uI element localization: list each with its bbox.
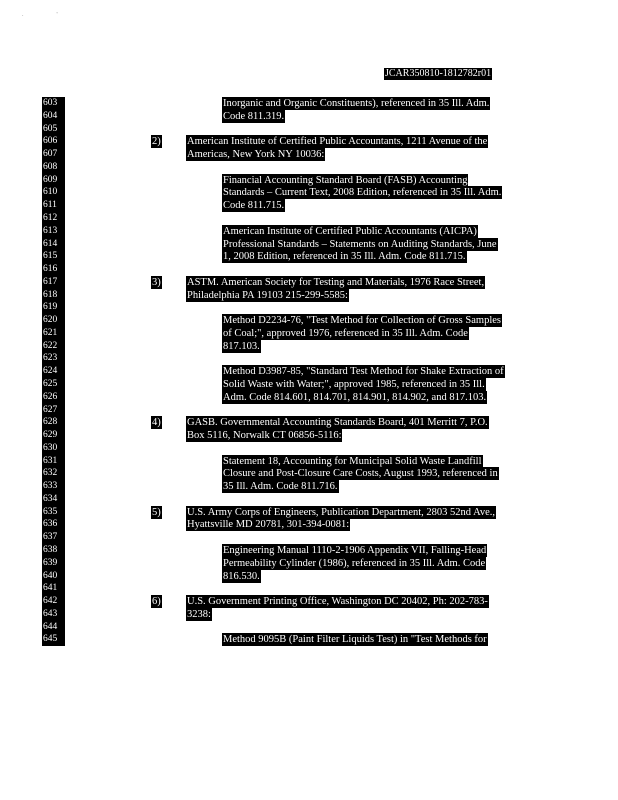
line-number: 629: [42, 429, 65, 442]
entry-text-line: Philadelphia PA 19103 215-299-5585:: [187, 289, 348, 301]
entry-marker: 2): [152, 136, 161, 148]
entry-text-line: Box 5116, Norwalk CT 06856-5116:: [187, 430, 342, 441]
entry-text-line: ASTM. American Society for Testing and Materials, 1976 Race Street,: [187, 276, 485, 288]
line-number: 628: [42, 416, 65, 429]
line-number: 614: [42, 238, 65, 251]
line-number: 624: [42, 365, 65, 378]
entry-text-line: 35 Ill. Adm. Code 811.716.: [223, 481, 338, 493]
line-number: 643: [42, 608, 65, 621]
line-number: 620: [42, 314, 65, 327]
entry-text-line: Permeability Cylinder (1986), referenced in 35 Ill. Adm. Code: [223, 557, 486, 569]
line-number: 621: [42, 327, 65, 340]
line-number: 604: [42, 110, 65, 123]
line-number: 632: [42, 467, 65, 480]
line-number: 630: [42, 442, 65, 455]
line-number: 634: [42, 493, 65, 506]
entry-text-line: Hyattsville MD 20781, 301-394-0081:: [187, 519, 350, 531]
entry-text-line: GASB. Governmental Accounting Standards Board, 401 Merritt 7, P.O.: [187, 417, 488, 429]
entry-text-line: American Institute of Certified Public Accountants, 1211 Avenue of the: [187, 136, 488, 148]
entry-text-line: 1, 2008 Edition, referenced in 35 Ill. Adm. Code 811.715.: [223, 251, 466, 263]
entry-text-line: Adm. Code 814.601, 814.701, 814.901, 814.902, and 817.103.: [223, 391, 487, 403]
entry-text-line: U.S. Army Corps of Engineers, Publication Department, 2803 52nd Ave.,: [187, 506, 496, 518]
line-number: 608: [42, 161, 65, 174]
entry-text-line: 3238:: [187, 608, 211, 620]
document-id: JCAR350810-1812782r01: [385, 68, 492, 79]
line-number: 635: [42, 506, 65, 519]
entry-text-line: Method D2234-76, "Test Method for Collection of Gross Samples: [223, 315, 501, 327]
entry-text-line: Method D3987-85, "Standard Test Method for Shake Extraction of: [223, 366, 504, 378]
line-number: 623: [42, 352, 65, 365]
line-number: 607: [42, 148, 65, 161]
entry-marker: 3): [152, 276, 161, 288]
line-number: 641: [42, 582, 65, 595]
entry-text-line: Statement 18, Accounting for Municipal Solid Waste Landfill: [223, 455, 482, 467]
entry-text-line: Code 811.715.: [223, 200, 285, 212]
line-number: 622: [42, 340, 65, 353]
line-number: 637: [42, 531, 65, 544]
entry-text-line: Method 9095B (Paint Filter Liquids Test) in "Test Methods for: [223, 634, 487, 646]
entry-text-line: Closure and Post-Closure Care Costs, August 1993, referenced in: [223, 468, 498, 480]
entry-text-line: Code 811.319.: [223, 110, 285, 122]
entry-marker: 6): [152, 596, 161, 607]
entry-text-line: of Coal;", approved 1976, referenced in 35 Ill. Adm. Code: [223, 327, 468, 339]
entry-text-line: Engineering Manual 1110-2-1906 Appendix VII, Falling-Head: [223, 545, 487, 556]
entry-text-line: Professional Standards – Statements on Auditing Standards, June: [223, 238, 497, 250]
line-number: 611: [42, 199, 65, 212]
entry-text-line: American Institute of Certified Public Accountants (AICPA): [223, 225, 477, 237]
line-number: 603: [42, 97, 65, 110]
line-number: 631: [42, 455, 65, 468]
line-number: 618: [42, 289, 65, 302]
scan-specks: . ': [22, 12, 58, 18]
entry-text-line: U.S. Government Printing Office, Washington DC 20402, Ph: 202-783-: [187, 596, 488, 607]
line-number: 639: [42, 557, 65, 570]
entry-text-line: Americas, New York NY 10036:: [187, 149, 325, 161]
line-number: 625: [42, 378, 65, 391]
line-number: 644: [42, 621, 65, 634]
entry-text-line: 816.530.: [223, 570, 260, 582]
line-number: 613: [42, 225, 65, 238]
line-number: 619: [42, 301, 65, 314]
line-number: 612: [42, 212, 65, 225]
entry-text-line: Solid Waste with Water;", approved 1985, referenced in 35 Ill.: [223, 378, 485, 390]
line-number: 640: [42, 570, 65, 583]
entry-text-line: Financial Accounting Standard Board (FASB) Accounting: [223, 174, 468, 186]
line-number: 605: [42, 123, 65, 136]
line-number: 606: [42, 135, 65, 148]
line-number: 609: [42, 174, 65, 187]
line-number: 615: [42, 250, 65, 263]
line-number: 638: [42, 544, 65, 557]
entry-marker: 5): [152, 506, 161, 518]
line-number: 626: [42, 391, 65, 404]
line-number: 616: [42, 263, 65, 276]
entry-marker: 4): [152, 417, 161, 429]
line-number: 617: [42, 276, 65, 289]
line-number: 610: [42, 186, 65, 199]
entry-text-line: Standards – Current Text, 2008 Edition, referenced in 35 Ill. Adm.: [223, 187, 502, 199]
entry-text-line: Inorganic and Organic Constituents), referenced in 35 Ill. Adm.: [223, 98, 490, 109]
line-number: 627: [42, 404, 65, 417]
line-number: 636: [42, 518, 65, 531]
entry-text-line: 817.103.: [223, 340, 260, 352]
line-number: 633: [42, 480, 65, 493]
line-number: 642: [42, 595, 65, 608]
line-number: 645: [42, 633, 65, 646]
